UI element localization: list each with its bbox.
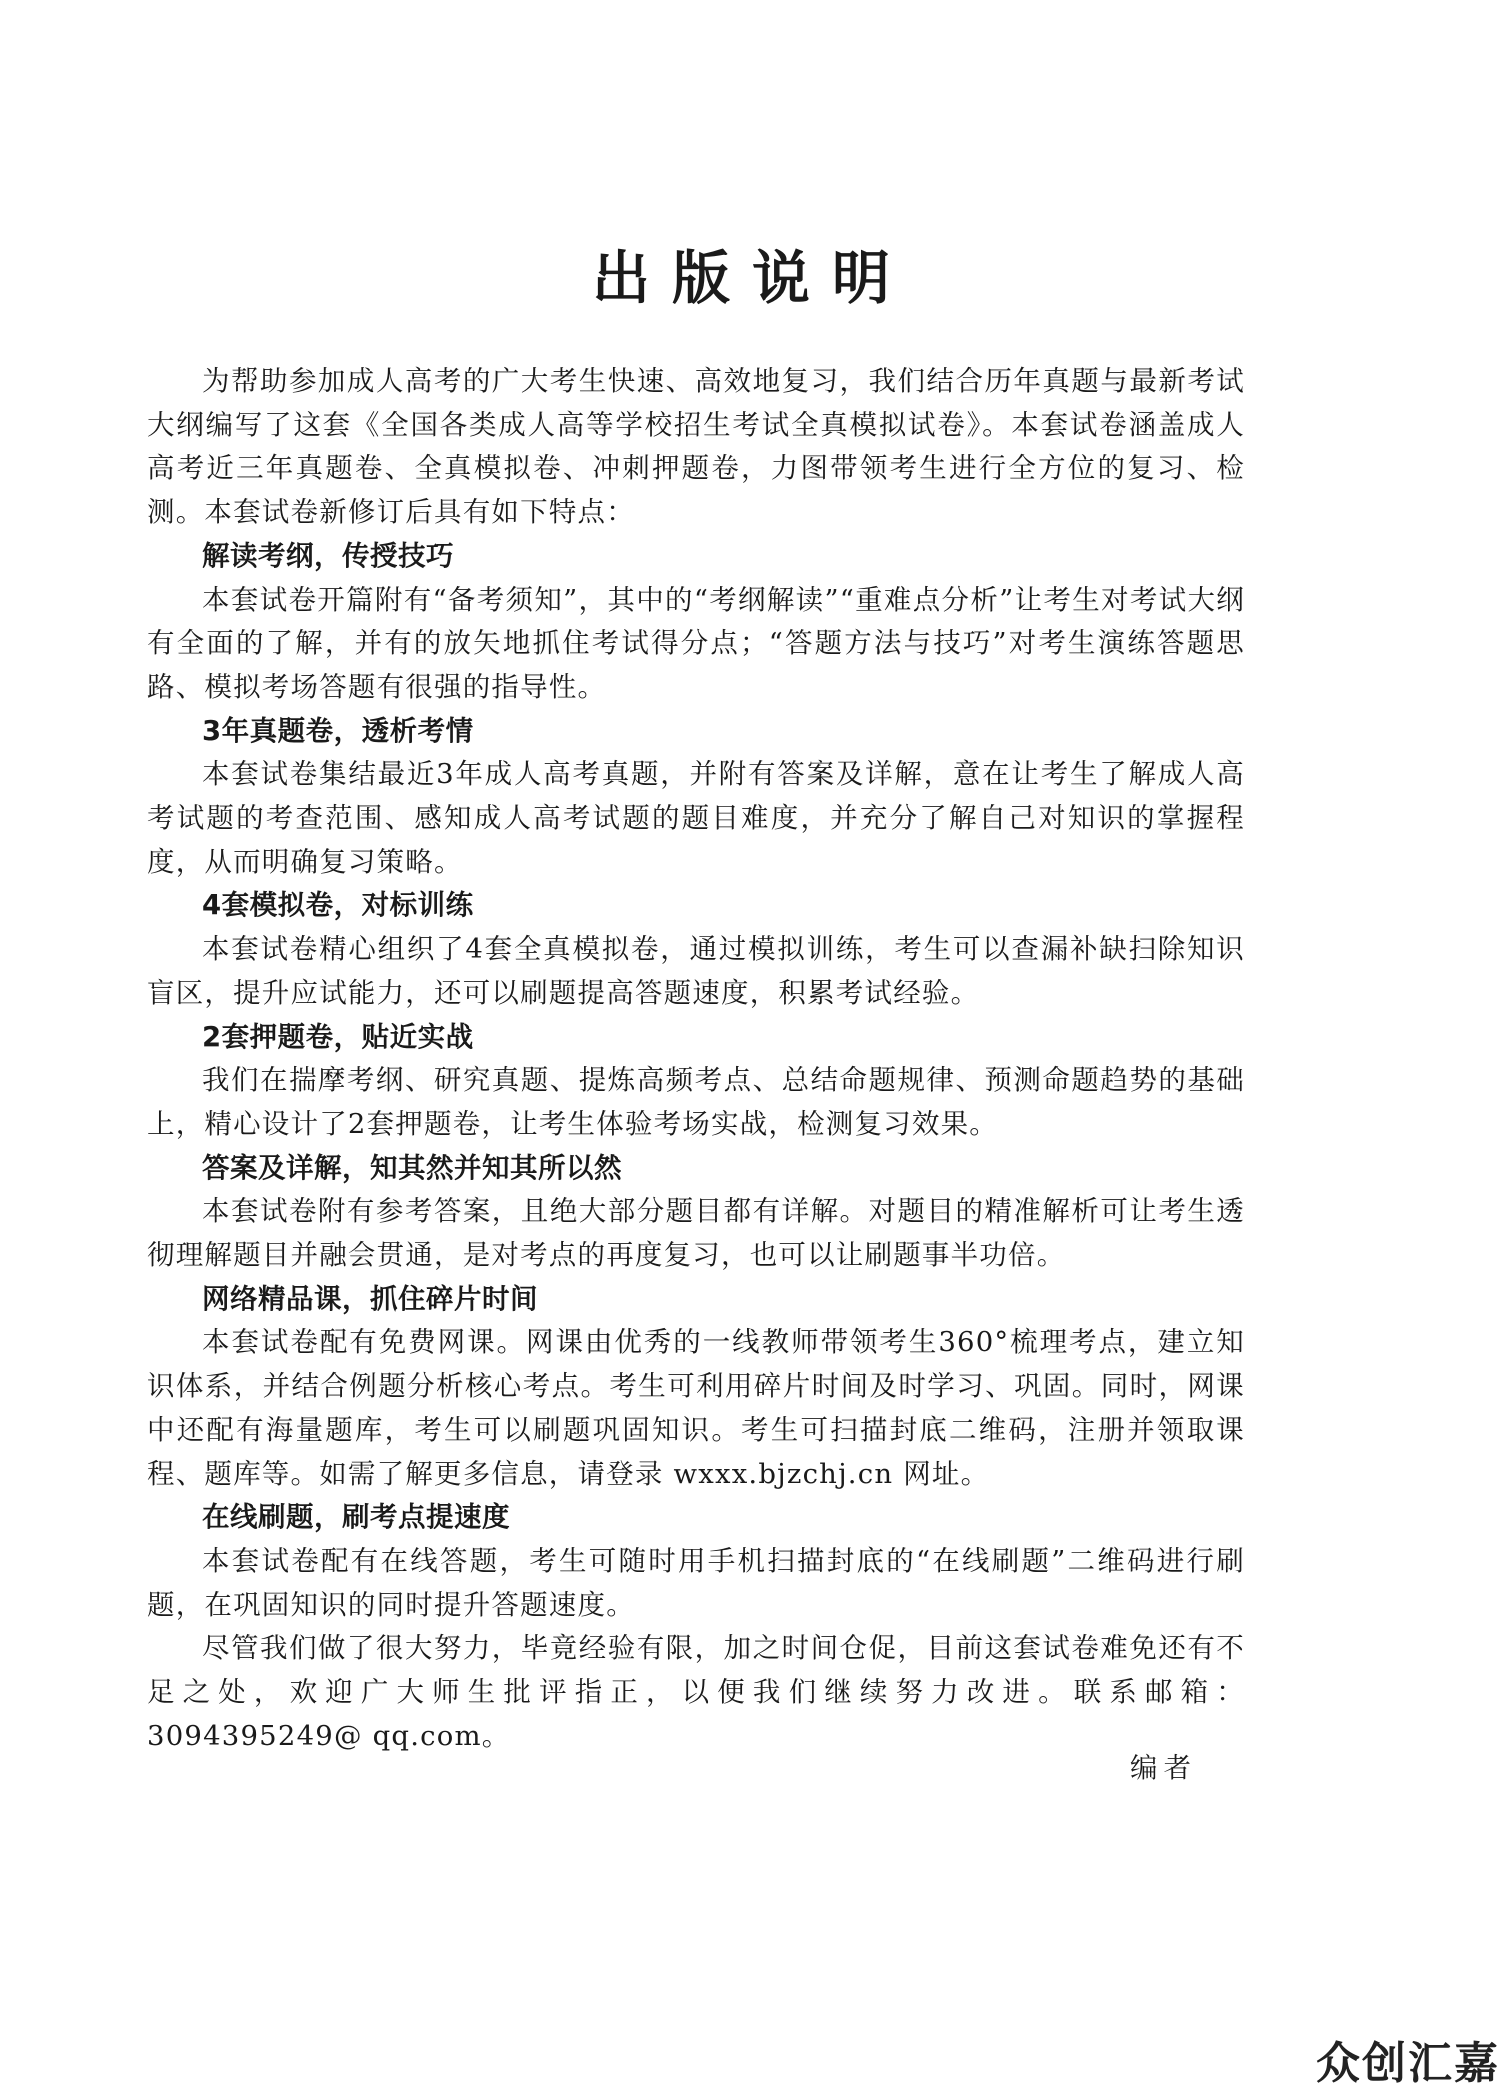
- section-paragraph: 本套试卷配有免费网课。网课由优秀的一线教师带领考生360°梳理考点，建立知识体系，并结合例题分析核心考点。考生可利用碎片时间及时学习、巩固。同时，网课中还配有海量题库，考生可以刷题巩固知识。考生可扫描封底二维码，注册并领取课程、题库等。如需了解更多信息，请登录 wxxx.bjzchj.cn 网址。: [147, 1326, 1245, 1490]
- section-heading: 2套押题卷，贴近实战: [202, 1020, 474, 1053]
- document-body: [147, 360, 1245, 1759]
- section-paragraph: 本套试卷开篇附有“备考须知”，其中的“考纲解读”“重难点分析”让考生对考试大纲有全面的了解，并有的放矢地抓住考试得分点；“答题方法与技巧”对考生演练答题思路、模拟考场答题有很强的指导性。: [147, 583, 1245, 703]
- section-heading: 在线刷题，刷考点提速度: [202, 1501, 510, 1534]
- page-title: 出版说明: [591, 244, 912, 312]
- section-paragraph: 我们在揣摩考纲、研究真题、提炼高频考点、总结命题规律、预测命题趋势的基础上，精心设计了2套押题卷，让考生体验考场实战，检测复习效果。: [147, 1064, 1245, 1140]
- section-paragraph: 本套试卷附有参考答案，且绝大部分题目都有详解。对题目的精准解析可让考生透彻理解题目并融会贯通，是对考点的再度复习，也可以让刷题事半功倍。: [147, 1195, 1245, 1272]
- watermark-logo: 众创汇嘉: [1316, 2038, 1500, 2089]
- closing-paragraph: 尽管我们做了很大努力，毕竟经验有限，加之时间仓促，目前这套试卷难免还有不足之处，欢迎广大师生批评指正，以便我们继续努力改进。联系邮箱：3094395249@ qq.com。: [147, 1632, 1245, 1752]
- section-paragraph: 本套试卷集结最近3年成人高考真题，并附有答案及详解，意在让考生了解成人高考试题的考查范围、感知成人高考试题的题目难度，并充分了解自己对知识的掌握程度，从而明确复习策略。: [147, 758, 1245, 878]
- section-heading: 4套模拟卷，对标训练: [202, 889, 474, 922]
- section-heading: 答案及详解，知其然并知其所以然: [202, 1151, 622, 1184]
- intro-paragraph: 为帮助参加成人高考的广大考生快速、高效地复习，我们结合历年真题与最新考试大纲编写了这套《全国各类成人高等学校招生考试全真模拟试卷》。本套试卷涵盖成人高考近三年真题卷、全真模拟卷、冲刺押题卷，力图带领考生进行全方位的复习、检测。本套试卷新修订后具有如下特点：: [147, 365, 1245, 529]
- section-heading: 3年真题卷，透析考情: [202, 714, 474, 747]
- section-paragraph: 本套试卷精心组织了4套全真模拟卷，通过模拟训练，考生可以查漏补缺扫除知识盲区，提升应试能力，还可以刷题提高答题速度，积累考试经验。: [147, 933, 1245, 1009]
- section-paragraph: 本套试卷配有在线答题，考生可随时用手机扫描封底的“在线刷题”二维码进行刷题，在巩固知识的同时提升答题速度。: [147, 1544, 1245, 1621]
- section-heading: 解读考纲，传授技巧: [202, 539, 454, 572]
- author-signature: 编者: [1130, 1752, 1197, 1784]
- section-heading: 网络精品课，抓住碎片时间: [202, 1282, 538, 1315]
